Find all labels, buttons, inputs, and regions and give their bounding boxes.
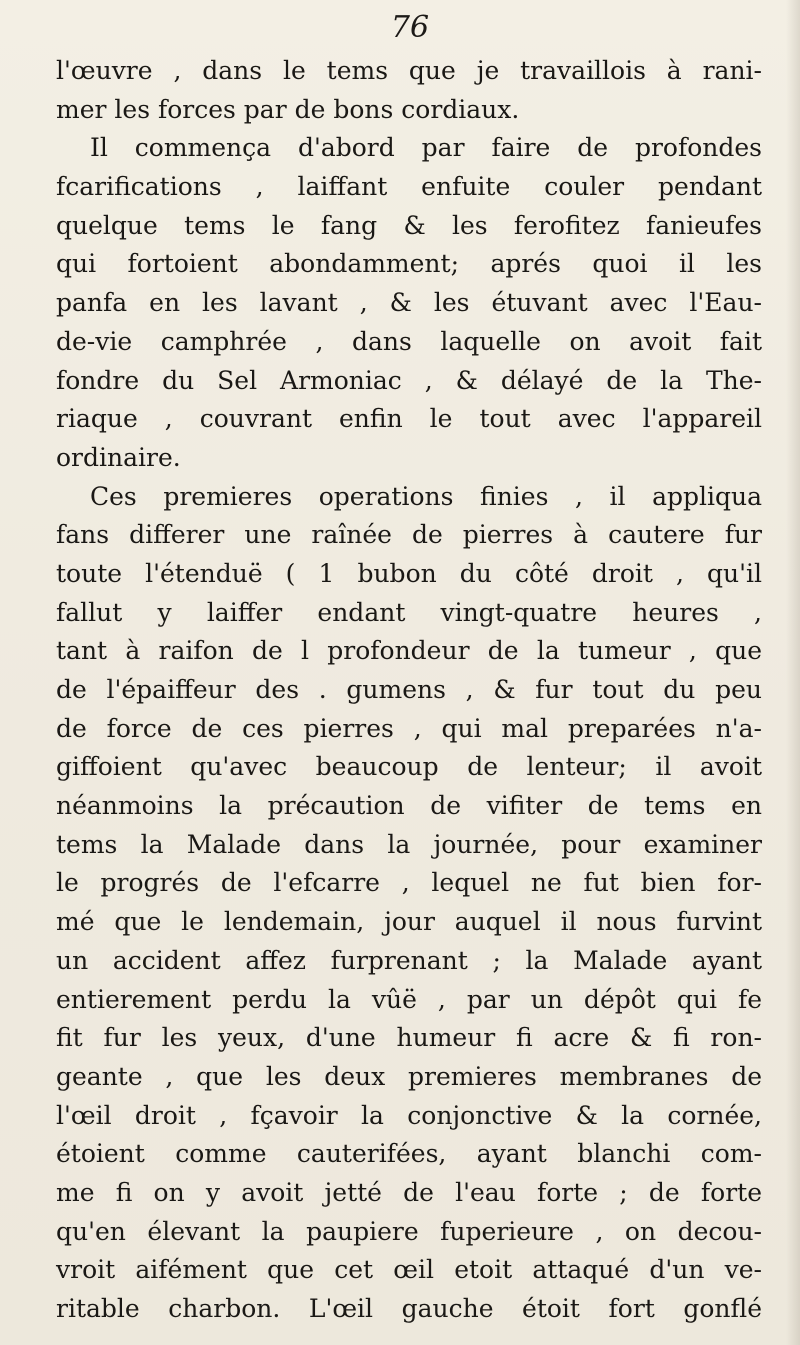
text-line: l'œuvre , dans le tems que je travaillois à rani-	[56, 56, 762, 85]
text-line: toute l'étenduë ( 1 bubon du côté droit , qu'il	[56, 558, 762, 588]
text-line: un accident affez furprenant ; la Malade ayant	[56, 945, 762, 975]
text-line: mé que le lendemain, jour auquel il nous furvint	[56, 907, 762, 937]
page-number: 76	[390, 10, 430, 45]
text-line: étoient comme cauterifées, ayant blanchi com-	[56, 1139, 762, 1169]
text-line: fondre du Sel Armoniac , & délayé de la The-	[56, 365, 762, 395]
text-line: quelque tems le fang & les ferofitez fanieufes	[56, 210, 762, 240]
text-line: riaque , couvrant enfin le tout avec l'appareil	[56, 404, 762, 434]
text-line: de-vie camphrée , dans laquelle on avoit fait	[56, 326, 762, 356]
text-line: le progrés de l'efcarre , lequel ne fut bien for-	[56, 868, 762, 898]
text-line: qu'en élevant la paupiere fuperieure , on decou-	[56, 1216, 762, 1246]
text-line: ritable charbon. L'œil gauche étoit fort gonflé	[56, 1294, 762, 1323]
text-line: panfa en les lavant , & les étuvant avec l'Eau-	[56, 288, 762, 318]
text-line: mer les forces par de bons cordiaux.	[56, 94, 520, 124]
text-line: fallut y laiffer endant vingt-quatre heures ,	[56, 597, 762, 627]
text-line: l'œil droit , fçavoir la conjonctive & la cornée,	[56, 1100, 762, 1130]
text-line: de l'épaiffeur des . gumens , & fur tout du peu	[56, 675, 762, 704]
page-edge-shadow	[786, 0, 800, 1345]
text-line: me fi on y avoit jetté de l'eau forte ; de forte	[56, 1177, 762, 1207]
text-line: néanmoins la précaution de vifiter de tems en	[56, 791, 762, 821]
text-line: entierement perdu la vûë , par un dépôt qui fe	[56, 984, 762, 1014]
text-line: geante , que les deux premieres membranes de	[56, 1061, 762, 1091]
text-line: vroit aifément que cet œil etoit attaqué d'un ve-	[56, 1255, 762, 1285]
text-line: tant à raifon de l profondeur de la tumeur , que	[56, 636, 762, 666]
text-line: Il commença d'abord par faire de profondes	[90, 133, 762, 163]
text-line: ordinaire.	[56, 442, 181, 472]
text-line: Ces premieres operations finies , il appliqua	[90, 481, 762, 511]
text-line: tems la Malade dans la journée, pour examiner	[56, 829, 762, 859]
text-line: fans differer une raînée de pierres à cautere fur	[56, 520, 762, 550]
text-line: giffoient qu'avec beaucoup de lenteur; il avoit	[56, 752, 762, 782]
text-line: fit fur les yeux, d'une humeur fi acre & fi ron-	[56, 1023, 762, 1053]
text-line: fcarifications , laiffant enfuite couler pendant	[56, 172, 762, 202]
text-line: qui fortoient abondamment; aprés quoi il les	[56, 249, 762, 279]
text-line: de force de ces pierres , qui mal preparées n'a-	[56, 713, 762, 743]
body-text	[56, 52, 762, 1329]
